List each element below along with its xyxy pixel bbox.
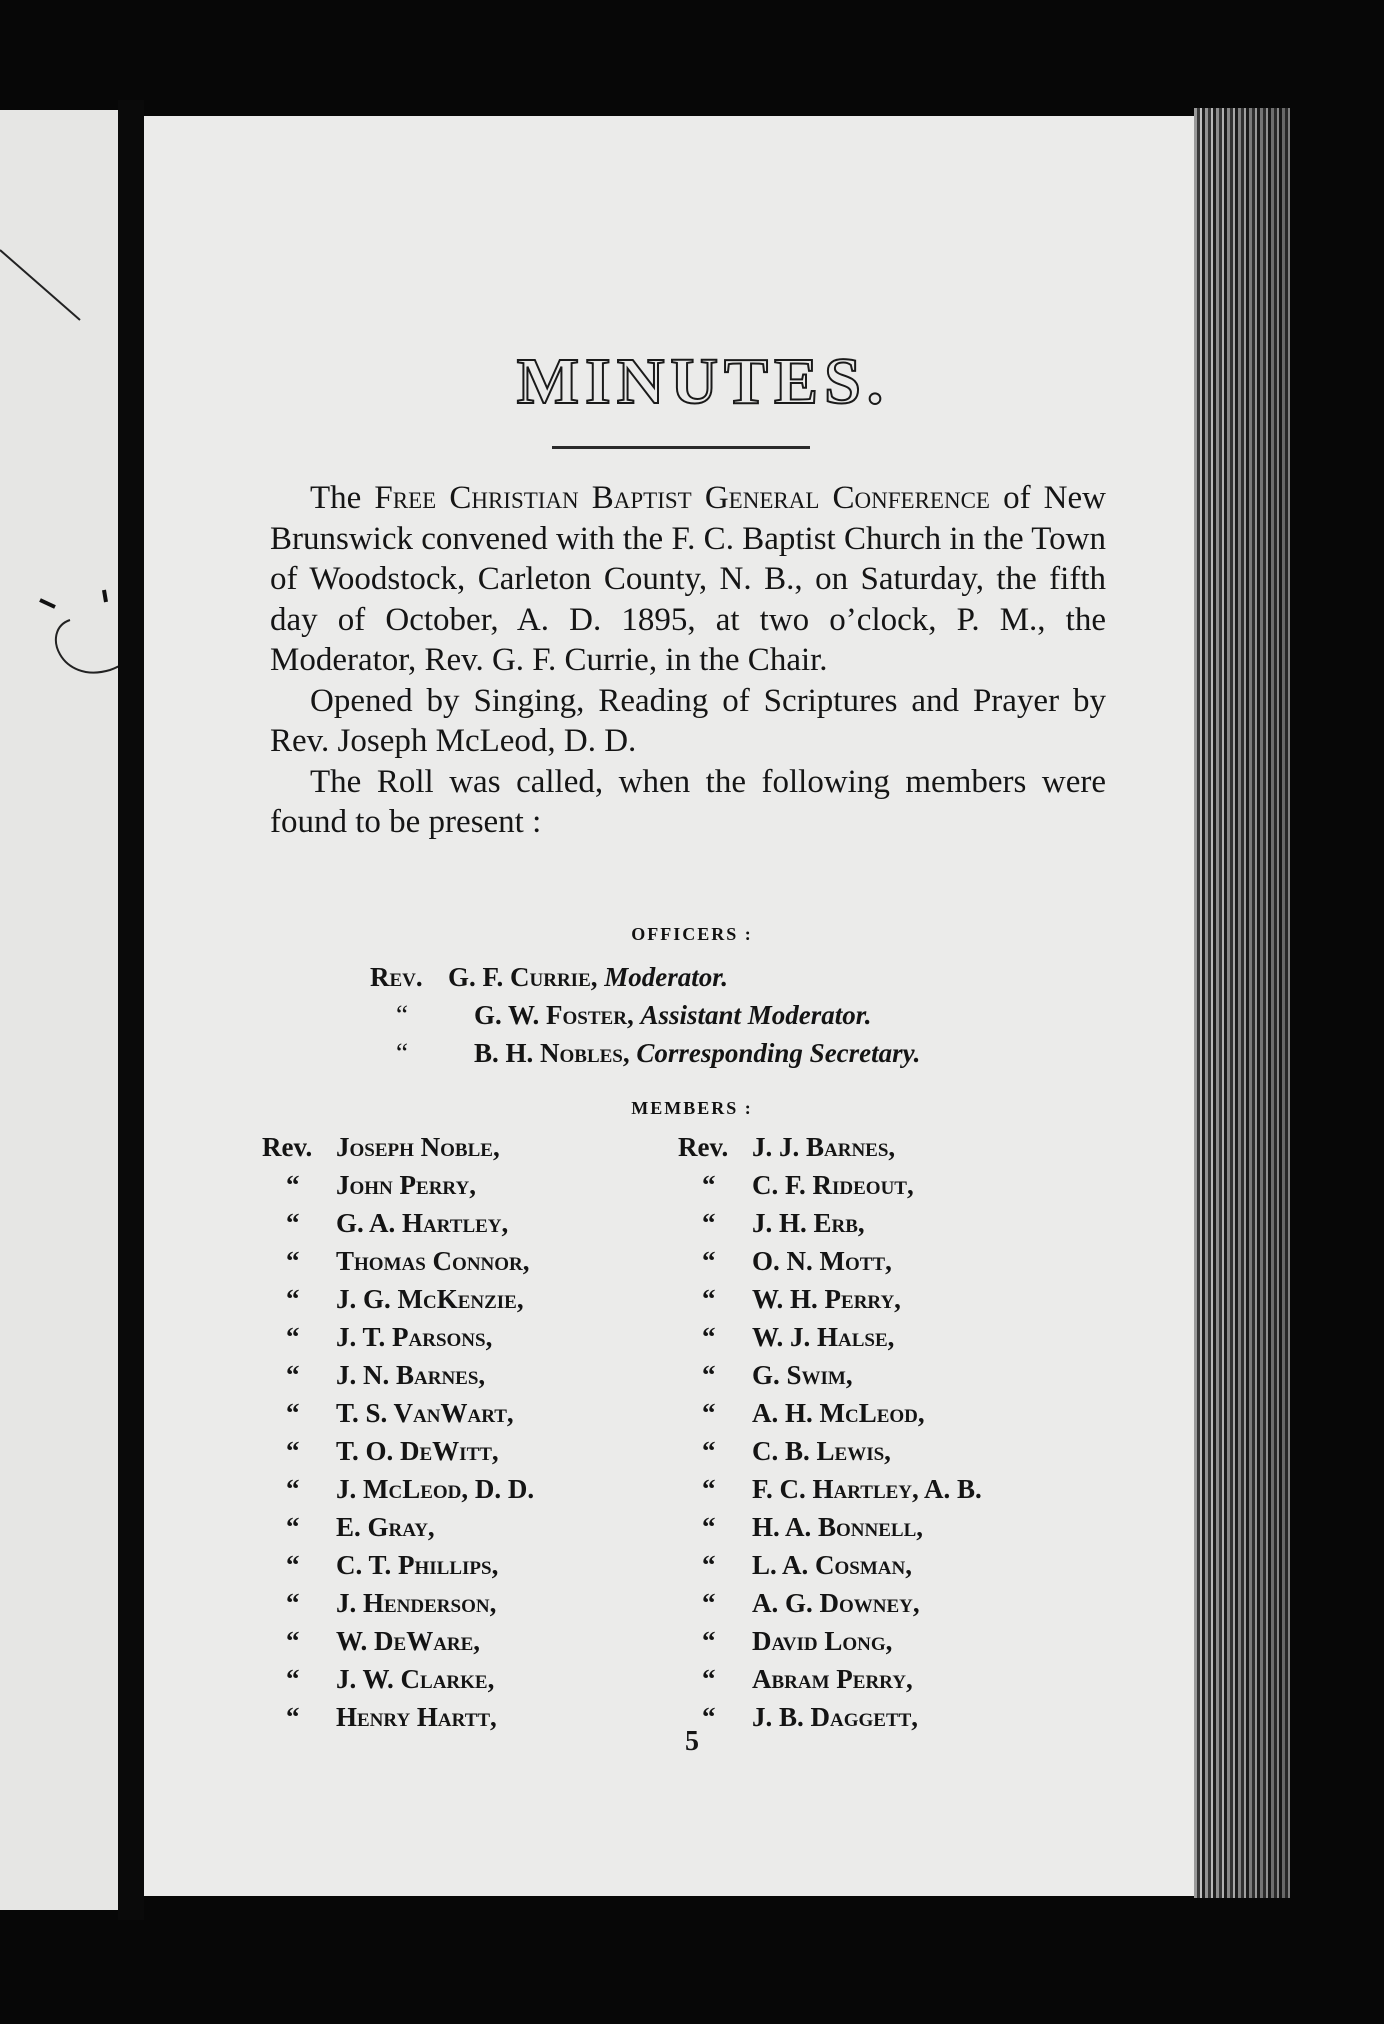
member-name: J. G. McKenzie,: [336, 1284, 524, 1314]
members-list-right: [678, 1128, 1118, 1736]
member-name: L. A. Cosman,: [752, 1550, 912, 1580]
member-row: [678, 1242, 1118, 1280]
member-prefix: “: [702, 1664, 716, 1694]
member-name: G. A. Hartley,: [336, 1208, 509, 1238]
officer-row: [370, 1034, 1070, 1072]
member-name: E. Gray,: [336, 1512, 435, 1542]
member-prefix: “: [702, 1208, 716, 1238]
member-name: C. T. Phillips,: [336, 1550, 499, 1580]
member-prefix: “: [286, 1512, 300, 1542]
member-row: [678, 1280, 1118, 1318]
member-prefix: “: [286, 1436, 300, 1466]
member-row: [262, 1166, 682, 1204]
member-name: J. T. Parsons,: [336, 1322, 493, 1352]
member-row: [262, 1470, 682, 1508]
member-name: John Perry,: [336, 1170, 476, 1200]
member-name: Henry Hartt,: [336, 1702, 497, 1732]
member-name: A. G. Downey,: [752, 1588, 920, 1618]
conference-name: Free Christian Baptist General Conference: [374, 480, 990, 516]
member-name: J. McLeod, D. D.: [336, 1474, 535, 1504]
member-name: Joseph Noble,: [336, 1132, 500, 1162]
member-row: [678, 1356, 1118, 1394]
member-prefix: “: [286, 1398, 300, 1428]
member-prefix: Rev.: [678, 1132, 729, 1162]
member-row: [262, 1546, 682, 1584]
member-row: [678, 1432, 1118, 1470]
member-prefix: “: [702, 1246, 716, 1276]
member-prefix: “: [286, 1588, 300, 1618]
member-prefix: “: [286, 1550, 300, 1580]
member-row: [678, 1584, 1118, 1622]
member-row: [262, 1508, 682, 1546]
member-prefix: “: [286, 1170, 300, 1200]
member-prefix: “: [702, 1398, 716, 1428]
member-prefix: “: [702, 1436, 716, 1466]
member-row: [678, 1128, 1118, 1166]
member-prefix: “: [286, 1246, 300, 1276]
member-row: [678, 1394, 1118, 1432]
member-prefix: “: [702, 1588, 716, 1618]
member-row: [262, 1394, 682, 1432]
officer-name: G. F. Currie,: [448, 962, 598, 992]
member-prefix: “: [702, 1322, 716, 1352]
paragraph-rest: of New Brunswick convened with the F. C. Baptist Church in the Town of Woodstock, Carleton County, N. B., on Saturday, the fifth day of October, A. D. 1895, at two o’clock, P. M., the Moderator, Rev. G. F. Currie, in the Chair.: [270, 480, 1106, 678]
member-name: C. F. Rideout,: [752, 1170, 914, 1200]
paragraph-roll: The Roll was called, when the following members were found to be present :: [270, 763, 1106, 840]
body-text: [270, 478, 1106, 843]
member-name: David Long,: [752, 1626, 893, 1656]
member-name: T. O. DeWitt,: [336, 1436, 499, 1466]
member-name: J. N. Barnes,: [336, 1360, 486, 1390]
member-name: O. N. Mott,: [752, 1246, 892, 1276]
member-prefix: “: [702, 1626, 716, 1656]
member-name: G. Swim,: [752, 1360, 853, 1390]
member-row: [678, 1470, 1118, 1508]
member-name: J. Henderson,: [336, 1588, 497, 1618]
member-row: [678, 1204, 1118, 1242]
officer-name: B. H. Nobles,: [474, 1038, 630, 1068]
member-prefix: “: [702, 1170, 716, 1200]
member-row: [262, 1584, 682, 1622]
officer-role: Corresponding Secretary.: [636, 1038, 921, 1068]
member-name: W. DeWare,: [336, 1626, 481, 1656]
member-prefix: “: [702, 1474, 716, 1504]
title-rule: [552, 446, 810, 449]
officer-row: [370, 958, 1070, 996]
officer-prefix: “: [396, 1000, 408, 1030]
member-prefix: “: [286, 1474, 300, 1504]
member-prefix: “: [286, 1664, 300, 1694]
member-prefix: “: [286, 1284, 300, 1314]
member-row: [262, 1622, 682, 1660]
member-prefix: “: [702, 1360, 716, 1390]
member-row: [678, 1166, 1118, 1204]
member-name: F. C. Hartley, A. B.: [752, 1474, 982, 1504]
member-prefix: “: [286, 1626, 300, 1656]
member-row: [262, 1660, 682, 1698]
member-prefix: “: [286, 1360, 300, 1390]
page-number: 5: [685, 1726, 699, 1757]
officer-prefix: “: [396, 1038, 408, 1068]
member-name: W. J. Halse,: [752, 1322, 895, 1352]
member-prefix: “: [702, 1550, 716, 1580]
member-name: J. J. Barnes,: [752, 1132, 896, 1162]
member-prefix: Rev.: [262, 1132, 313, 1162]
member-name: J. B. Daggett,: [752, 1702, 919, 1732]
member-prefix: “: [702, 1512, 716, 1542]
member-row: [678, 1660, 1118, 1698]
member-prefix: “: [286, 1322, 300, 1352]
officer-row: [370, 996, 1070, 1034]
officer-name: G. W. Foster,: [474, 1000, 634, 1030]
member-name: J. H. Erb,: [752, 1208, 865, 1238]
member-row: [262, 1128, 682, 1166]
member-row: [262, 1318, 682, 1356]
member-name: C. B. Lewis,: [752, 1436, 891, 1466]
member-name: W. H. Perry,: [752, 1284, 901, 1314]
officers-heading: OFFICERS :: [631, 924, 753, 944]
officer-prefix: Rev.: [370, 962, 423, 992]
member-name: T. S. VanWart,: [336, 1398, 514, 1428]
member-row: [678, 1508, 1118, 1546]
member-row: [262, 1280, 682, 1318]
paragraph-lead: The: [310, 480, 375, 516]
officer-role: Assistant Moderator.: [640, 1000, 872, 1030]
member-prefix: “: [286, 1208, 300, 1238]
member-name: Thomas Connor,: [336, 1246, 530, 1276]
member-row: [678, 1546, 1118, 1584]
member-row: [678, 1622, 1118, 1660]
members-list-left: [262, 1128, 682, 1736]
member-prefix: “: [702, 1284, 716, 1314]
officers-list: [370, 958, 1070, 1072]
member-row: [678, 1318, 1118, 1356]
members-heading: MEMBERS :: [631, 1098, 753, 1118]
paragraph-intro: [270, 478, 1106, 681]
paragraph-opening: Opened by Singing, Reading of Scriptures and Prayer by Rev. Joseph McLeod, D. D.: [270, 682, 1106, 759]
page-title: MINUTES.: [516, 345, 890, 418]
member-prefix: “: [702, 1702, 716, 1732]
member-row: [262, 1242, 682, 1280]
member-prefix: “: [286, 1702, 300, 1732]
member-name: Abram Perry,: [752, 1664, 913, 1694]
member-name: A. H. McLeod,: [752, 1398, 925, 1428]
member-row: [262, 1204, 682, 1242]
member-row: [262, 1432, 682, 1470]
member-name: H. A. Bonnell,: [752, 1512, 924, 1542]
officer-role: Moderator.: [604, 962, 729, 992]
member-name: J. W. Clarke,: [336, 1664, 495, 1694]
member-row: [262, 1356, 682, 1394]
